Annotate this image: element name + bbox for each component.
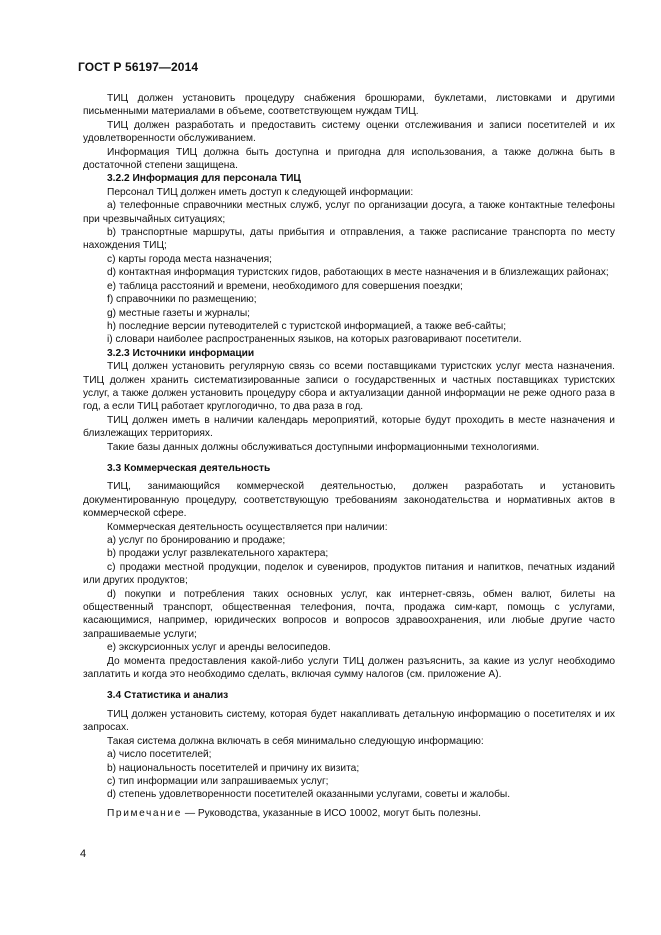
paragraph: До момента предоставления какой-либо услуги ТИЦ должен разъяснить, за какие из услуг необходимо заплатить и когда это необходимо сделать, включая сумму налогов (см. приложение А). [83,655,615,681]
section-heading-3-2-3: 3.2.3 Источники информации [107,347,255,359]
paragraph: Такие базы данных должны обслуживаться доступными информационными технологиями. [107,441,540,453]
list-item: e) таблица расстояний и времени, необходимого для совершения поездки; [107,280,463,292]
note-text: Руководства, указанные в ИСО 10002, могут быть полезны. [197,807,481,819]
note-dash: — [184,807,195,819]
page-number: 4 [80,848,87,860]
section-heading-3-2-2: 3.2.2 Информация для персонала ТИЦ [107,173,301,185]
list-item: e) экскурсионных услуг и аренды велосипедов. [107,642,331,654]
list-item: i) словари наиболее распространенных языков, на которых разговаривают посетители. [107,334,522,346]
list-item: g) местные газеты и журналы; [107,307,250,319]
section-heading-3-3: 3.3 Коммерческая деятельность [107,462,271,474]
document-body [83,92,615,820]
section-heading-3-4: 3.4 Статистика и анализ [107,690,229,702]
paragraph: ТИЦ, занимающийся коммерческой деятельностью, должен разработать и установить документированную процедуру, соответствующую требованиям законодательства и нормативных актов в коммерческой сфере. [83,481,615,520]
list-item: b) национальность посетителей и причину их визита; [107,762,360,774]
list-item: d) степень удовлетворенности посетителей оказанными услугами, советы и жалобы. [107,789,511,801]
list-item: c) тип информации или запрашиваемых услуг; [107,775,329,787]
list-item: a) число посетителей; [107,749,212,761]
paragraph: Коммерческая деятельность осуществляется при наличии: [107,521,388,533]
list-item: a) услуг по бронированию и продаже; [107,535,286,546]
note [83,807,615,820]
note-label: Примечание [107,807,182,819]
paragraph: ТИЦ должен установить систему, которая будет накапливать детальную информацию о посетителях и их запросах. [83,708,615,734]
document-header: ГОСТ Р 56197—2014 [78,60,199,74]
paragraph: ТИЦ должен установить регулярную связь со всеми поставщиками туристских услуг места назначения. ТИЦ должен хранить систематизированные записи о государственных и частных поставщиках туристских услуг, а также должен установить процедуру сбора и актуализации данной информации не реже одного раза в год, а если ТИЦ работает круглогодично, то два раза в год. [83,361,615,413]
paragraph: ТИЦ должен установить процедуру снабжения брошюрами, буклетами, листовками и другими письменными материалами в объеме, соответствующем нуждам ТИЦ. [83,93,615,118]
paragraph: ТИЦ должен иметь в наличии календарь мероприятий, которые будут проходить в месте назначения и близлежащих территориях. [83,414,615,440]
list-item: c) продажи местной продукции, поделок и сувениров, продуктов питания и напитков, печатных изданий или других продуктов; [83,561,615,587]
paragraph: ТИЦ должен разработать и предоставить систему оценки отслеживания и записи посетителей и их удовлетворенности обслуживанием. [83,119,615,145]
list-item: d) контактная информация туристских гидов, работающих в месте назначения и в близлежащих районах; [107,267,609,279]
list-item: c) карты города места назначения; [107,253,272,265]
list-item: f) справочники по размещению; [107,294,257,306]
list-item: h) последние версии путеводителей с туристской информацией, а также веб-сайты; [107,320,507,332]
paragraph: Такая система должна включать в себя минимально следующую информацию: [107,735,484,747]
paragraph: Информация ТИЦ должна быть доступна и пригодна для использования, а также должна быть в достаточной степени защищена. [83,146,615,172]
list-item: b) продажи услуг развлекательного характера; [107,548,329,560]
paragraph: Персонал ТИЦ должен иметь доступ к следующей информации: [107,186,414,198]
list-item: d) покупки и потребления таких основных услуг, как интернет-связь, обмен валют, билеты на общественный транспорт, общественная телефония, почта, продажа сим-карт, помощь с услугами, касающимися, например, юридических вопросов и вопросов здравоохранения, или любые другие часто запрашиваемые услуги; [83,588,615,640]
list-item: a) телефонные справочники местных служб, услуг по организации досуга, а также контактные телефоны при чрезвычайных ситуациях; [83,200,615,225]
list-item: b) транспортные маршруты, даты прибытия и отправления, а также расписание транспорта по месту нахождения ТИЦ; [83,227,615,252]
